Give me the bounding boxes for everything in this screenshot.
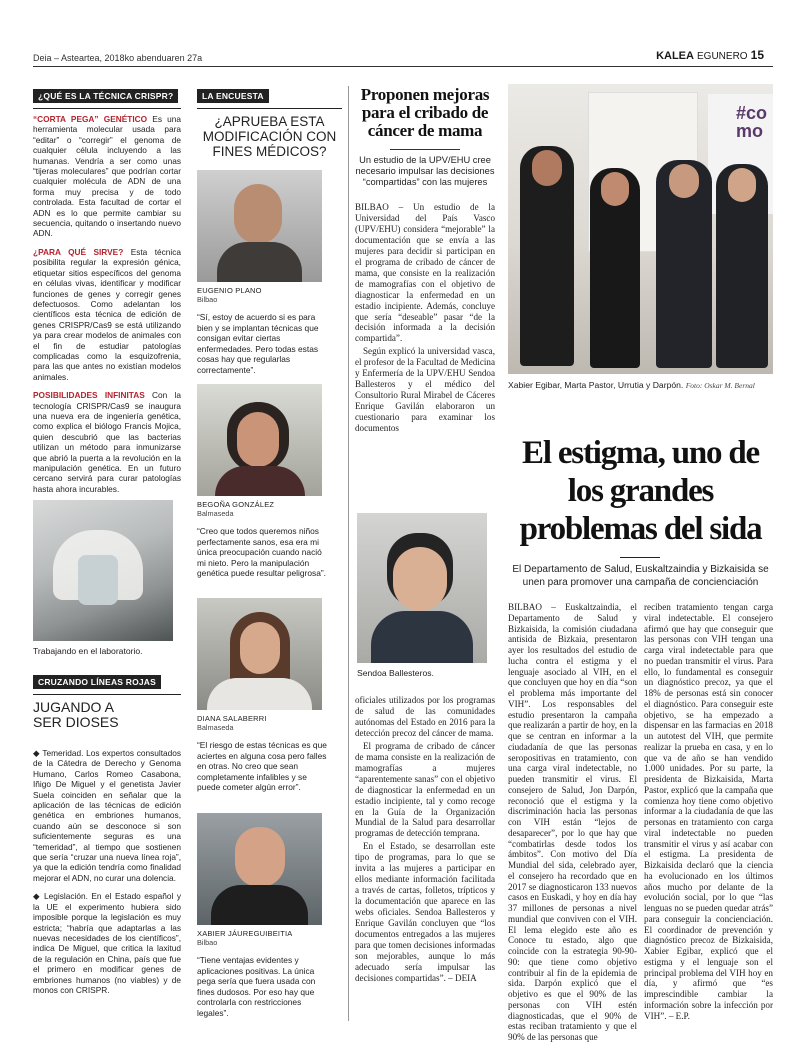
survey-quote-2: “Creo que todos queremos niños perfectamente sanos, esa era mi única preocupación cuando nació mi nieto. Pero la manipulación genética puede resultar peligrosa”.: [197, 526, 326, 578]
survey-name-4: XABIER JÁUREGUIBEITIA: [197, 929, 293, 938]
campaign-banner: #co mo: [736, 103, 768, 141]
survey-quote-3: “El riesgo de estas técnicas es que aciertes en alguna cosa pero falles en otras. No creo que sean completamente infalibles y se puede cometer algún error”.: [197, 740, 327, 792]
person-photo-begona: [197, 384, 322, 496]
sida-group-photo: [508, 84, 773, 374]
text-para-que: Esta técnica posibilita regular la expresión génica, etiquetar sitios específicos del genoma en células vivas, identificar y modificar funciones de genes y corregir genes defectuosos. Como adelantan los científicos esta técnica de edición de genes CRISPR/Cas9 se está utilizando ya para crear modelos de animales con el fin de estudiar patologías complicadas como la esquizofrenia, para las que antes no existían modelos animales.: [33, 246, 181, 382]
survey-question: ¿APRUEBA ESTA MODIFICACIÓN CON FINES MÉDICOS?: [202, 114, 337, 159]
sida-col-a: BILBAO – Euskaltzaindia, el Departamento de Salud y Bizkaisida, la comisión ciudadana antisida de Bizkaia, presentaron ayer los resultados del estudio de lucha contra el estigma y el lenguaje asociado al VIH, en el que concluyen que hoy en día “son el problema más importante del VIH”. Los responsables del estudio presentaron la campaña que realizarán a partir de hoy, en la que se centran en informar a la ciudadanía de que las personas seropositivas en tratamiento, con una carga viral indetectable, no pueden transmitir el virus. El consejero de Salud, Jon Darpón, reconoció que el estigma y la discriminación hacia las personas con VIH están “lejos de desaparecer”, por lo que hay que “combatirlas desde todos los ámbitos”. Con motivo del Día Mundial del sida, celebrado ayer, el consejero ha recordado que en 2017 se diagnosticaron 133 nuevos casos en Euskadi, y hoy en día hay 37 millones de personas a nivel mundial que conviven con el VIH. El lema elegido este año es Conoce tu estado, algo que coincide con la estrategia 90-90-90: que tiene como objetivo contribuir al fin de la epidemia de sida. Darpón explicó que el objetivo es que el 90% de las personas con VIH estén diagnosticadas, que el 90% de estas reciban tratamiento y que el 90% de las personas que: [508, 602, 637, 1042]
mama-p2: Según explicó la universidad vasca, el profesor de la Facultad de Medicina y Enfermería de la UPV/EHU Sendoa Ballesteros y el médico del Consultorio Rural Mirabel de Cáceres Enrique Gavilán elaboraron un cuestionario para examinar los documentos: [355, 346, 495, 434]
survey-quote-4: “Tiene ventajas evidentes y aplicaciones positivas. La única pega sería que fuera usada con fines dudosos. Por eso hay que controlarla con restricciones legales”.: [197, 955, 316, 1018]
legislacion-text: ◆ Legislación. En el Estado español y la UE el experimento hubiera sido imposible porque la legislación es muy estricta; “habría que adaptarlas a las nuevas necesidades de los científicos”, indica De Miguel, que critica la laxitud de la regulación en China, país que fue el primero en modificar genes de embriones humanos (no viables) y de monos con CRISPR.: [33, 891, 181, 995]
survey-place-2: Balmaseda: [197, 509, 234, 518]
survey-name-1: EUGENIO PLANO: [197, 286, 262, 295]
page-header-section: [656, 48, 764, 62]
survey-name-2: BEGOÑA GONZÁLEZ: [197, 500, 275, 509]
lead-corta-pega: “CORTA PEGA” GENÉTICO: [33, 114, 148, 124]
person-photo-eugenio: [197, 170, 322, 282]
sida-photo-caption-row: [508, 380, 773, 390]
person-photo-diana: [197, 598, 322, 710]
survey-tag: LA ENCUESTA: [197, 89, 269, 103]
mama-subtitle: Un estudio de la UPV/EHU cree necesario impulsar las decisiones “compartidas” con las mujeres: [355, 155, 495, 187]
sendoa-photo: [357, 513, 487, 663]
sendoa-caption: Sendoa Ballesteros.: [357, 668, 434, 678]
temeridad-text: ◆ Temeridad. Los expertos consultados de la Cátedra de Derecho y Genoma Humano, Carlos Romeo Casabona, Iñigo De Miguel y el genetista Javier Suela coinciden en señalar que la aplicación de las técnicas de edición genética en embriones humanos, cuando aún se desconoce si son suficientemente seguras es una “temeridad”, al tiempo que sostienen que sería “cruzar una nueva línea roja”, ya que la edición tendría como finalidad mejorar el ADN, no curar una dolencia.: [33, 748, 181, 883]
section-name: KALEA: [656, 50, 694, 62]
survey-quote-1: “Sí, estoy de acuerdo si es para bien y se implantan técnicas que consigan evitar ciertas enfermedades. Pero todas estas cosas hay que regularlas correctamente”.: [197, 312, 319, 375]
sida-col-b: reciben tratamiento tengan carga viral indetectable. El consejero afirmó que hay que conseguir que las personas con VIH tengan una carga viral indetectable para que no puedan transmitir el virus. Para ello, lo fundamental es conseguir un diagnóstico precoz, ya que el 18% de personas está sin conocer el diagnóstico. Para conseguir este objetivo, se ha empezado a dispensar en las farmacias en 2018 un autotest del VIH, que permite realizar la prueba en casa, y en lo que va de año se han vendido 1.000 unidades. Por su parte, la presidenta de Bizkaisida, Marta Pastor, explicó que la campaña que comienza hoy tiene como objetivo informar a la ciudadanía de que las personas en tratamiento con carga viral indetectable no pueden transmitir el virus y así acabar con el estigma. La presidenta de Bizkaisida declaró que la ciencia ha evolucionado en los últimos años mucho por delante de la evolución social, por lo que “las lenguas no se pueden quedar atrás” para conseguir la concienciación. El coordinador de prevención y diagnóstico precoz de Bizkaisida, Xabier Egibar, explicó que el estigma y el lenguaje son el principal problema del VIH hoy en día, y afirmó que “es imprescindible cambiar la información sobre la infección por VIH”. – E.P.: [644, 602, 773, 1021]
sida-photo-credit: Foto: Oskar M. Bernal: [685, 381, 755, 390]
sida-subtitle: El Departamento de Salud, Euskaltzaindia y Bizkaisida se unen para promover una campaña de concienciación: [512, 564, 769, 588]
lead-posibilidades: POSIBILIDADES INFINITAS: [33, 390, 145, 401]
mama-p3: oficiales utilizados por los programas de salud de las comunidades autónomas del Estado en 2016 para la detección precoz del cáncer de mama.: [355, 695, 495, 738]
section-month: EGUNERO: [697, 51, 748, 62]
red-lines-tag: CRUZANDO LÍNEAS ROJAS: [33, 675, 161, 689]
crispr-tag: ¿QUÉ ES LA TÉCNICA CRISPR?: [33, 89, 178, 103]
mama-p4: El programa de cribado de cáncer de mama consiste en la realización de mamografías a mujeres “aparentemente sanas” con el objetivo de diagnosticar la enfermedad en un estadio incipiente, tal y como recoge en la Guía de la Organización Mundial de la Salud para desarrollar programas de detección temprana.: [355, 740, 495, 839]
crispr-sidebar: [33, 86, 181, 494]
survey-name-3: DIANA SALABERRI: [197, 714, 267, 723]
sida-headline: El estigma, uno de los grandes problemas del sida: [519, 435, 762, 547]
lead-para-que: ¿PARA QUÉ SIRVE?: [33, 246, 124, 257]
text-posibilidades: Con la tecnología CRISPR/Cas9 se inaugura una nueva era de ingeniería genética, como explica el biólogo Francis Mojica, quien descubrió que las bacterias utilizan un método para inmunizarse que abrió la puerta a la revolución en la manipulación genética. En un futuro cercano servirá para curar patologías hasta ahora incurables.: [33, 390, 181, 494]
mama-p1: BILBAO – Un estudio de la Universidad del País Vasco (UPV/EHU) considera “mejorable” la documentación que se envía a las mujeres para decidir si participan en el programa de cribado de cáncer de mama, que consiste en la realización de mamografías con el objetivo de diagnosticar la enfermedad en un estadio incipiente. Además, concluye que sería “deseable” pasar “de la decisión informada a la decisión compartida”.: [355, 202, 495, 344]
survey-place-3: Balmaseda: [197, 723, 234, 732]
mama-p5: En el Estado, se desarrollan este tipo de programas, para lo que se invita a las mujeres a participar en ellos mediante información facilitada a través de cartas, folletos, trípticos y la documentación que aparece en las webs oficiales. Sendoa Ballesteros y Enrique Gavilán concluyen que “los documentos entregados a las mujeres para que tomen decisiones informadas son mejorables, aunque lo más adecuado sería impulsar las decisiones compartidas”. – DEIA: [355, 841, 495, 983]
text-corta-pega: Es una herramienta molecular usada para “editar” o “corregir” el genoma de cualquier célula incluyendo a las humanas. Vendría a ser como unas “tijeras moleculares” que podrían cortar cualquier molécula de ADN de una forma muy precisa y de todo controlada. Esta facultad de cortar el ADN es lo que permite cambiar su secuencia, quitando o insertando nuevo ADN.: [33, 114, 181, 239]
lab-photo-caption: Trabajando en el laboratorio.: [33, 646, 143, 656]
person-photo-xabier: [197, 813, 322, 925]
dioses-headline: JUGANDO A SER DIOSES: [33, 699, 119, 730]
survey-place-4: Bilbao: [197, 938, 218, 947]
survey-place-1: Bilbao: [197, 295, 218, 304]
page-number: 15: [750, 48, 764, 62]
mama-headline: Proponen mejoras para el cribado de cáncer de mama: [360, 85, 490, 140]
lab-photo: [33, 500, 173, 641]
sida-photo-caption: Xabier Egibar, Marta Pastor, Urrutia y Darpón.: [508, 380, 684, 390]
page-header-date: Deia – Asteartea, 2018ko abenduaren 27a: [33, 53, 203, 63]
